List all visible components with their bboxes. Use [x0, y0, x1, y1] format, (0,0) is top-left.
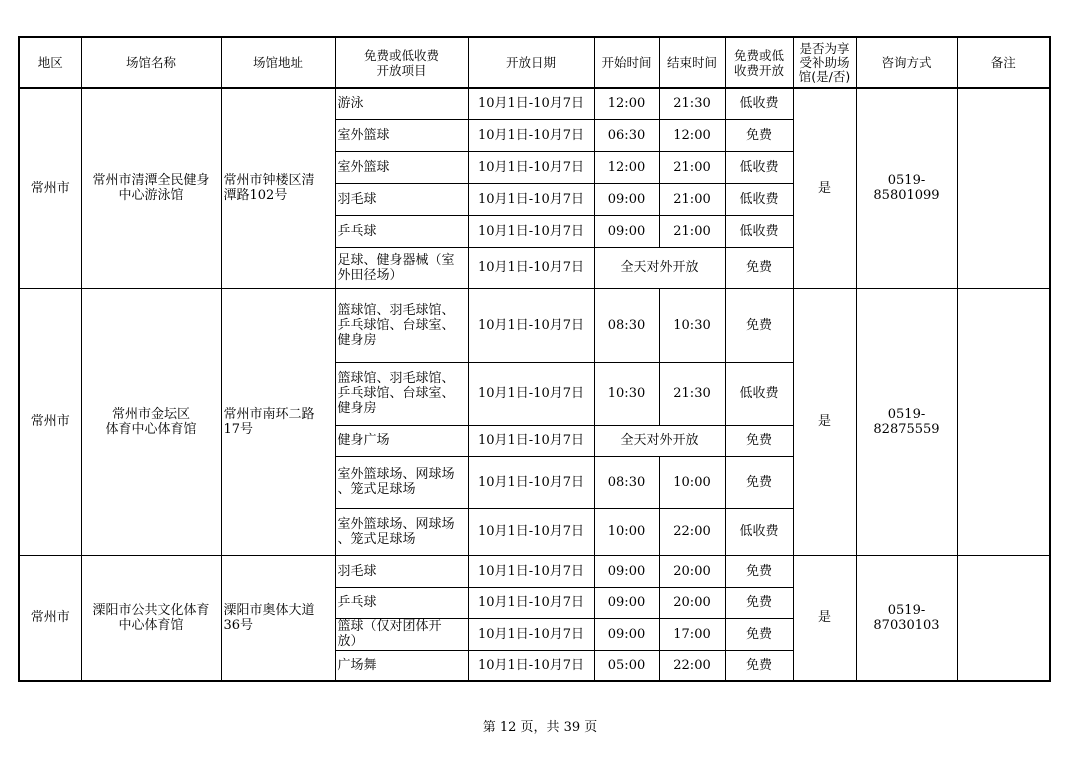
project-cell: 室外篮球场、网球场 、笼式足球场: [335, 508, 468, 555]
open-date-cell: 10月1日-10月7日: [468, 151, 594, 183]
table-row: [19, 555, 1050, 587]
venue-name-cell: 溧阳市公共文化体育 中心体育馆: [81, 555, 221, 681]
fee-type-cell: 低收费: [725, 508, 793, 555]
project-cell: 篮球馆、羽毛球馆、 乒乓球馆、台球室、 健身房: [335, 362, 468, 425]
header-contact: 咨询方式: [856, 37, 957, 88]
header-project: 免费或低收费 开放项目: [335, 37, 468, 88]
end-time-cell: 17:00: [659, 618, 725, 650]
header-open-date: 开放日期: [468, 37, 594, 88]
fee-type-cell: 免费: [725, 587, 793, 618]
all-day-cell: 全天对外开放: [594, 425, 725, 456]
subsidy-cell: 是: [793, 88, 856, 288]
start-time-cell: 10:30: [594, 362, 659, 425]
project-cell: 羽毛球: [335, 183, 468, 215]
open-date-cell: 10月1日-10月7日: [468, 587, 594, 618]
open-date-cell: 10月1日-10月7日: [468, 288, 594, 362]
project-cell: 篮球馆、羽毛球馆、 乒乓球馆、台球室、 健身房: [335, 288, 468, 362]
start-time-cell: 08:30: [594, 456, 659, 508]
header-start-time: 开始时间: [594, 37, 659, 88]
venue-schedule-table: [18, 36, 1051, 682]
fee-type-cell: 低收费: [725, 88, 793, 119]
end-time-cell: 20:00: [659, 587, 725, 618]
venue-name-cell: 常州市金坛区 体育中心体育馆: [81, 288, 221, 555]
region-cell: 常州市: [19, 88, 81, 288]
fee-type-cell: 免费: [725, 119, 793, 151]
project-cell: 乒乓球: [335, 215, 468, 247]
fee-type-cell: 免费: [725, 555, 793, 587]
project-cell: 羽毛球: [335, 555, 468, 587]
end-time-cell: 12:00: [659, 119, 725, 151]
start-time-cell: 06:30: [594, 119, 659, 151]
open-date-cell: 10月1日-10月7日: [468, 508, 594, 555]
end-time-cell: 22:00: [659, 650, 725, 681]
header-row: [19, 37, 1050, 88]
venue-name-cell: 常州市清潭全民健身 中心游泳馆: [81, 88, 221, 288]
start-time-cell: 05:00: [594, 650, 659, 681]
fee-type-cell: 免费: [725, 425, 793, 456]
contact-cell: 0519-82875559: [856, 288, 957, 555]
page-footer: 第 12 页，共 39 页: [482, 720, 598, 735]
project-cell: 健身广场: [335, 425, 468, 456]
start-time-cell: 12:00: [594, 151, 659, 183]
region-cell: 常州市: [19, 555, 81, 681]
open-date-cell: 10月1日-10月7日: [468, 456, 594, 508]
start-time-cell: 09:00: [594, 555, 659, 587]
contact-cell: 0519-87030103: [856, 555, 957, 681]
header-subsidy: 是否为享 受补助场 馆(是/否): [793, 37, 856, 88]
note-cell: [957, 88, 1050, 288]
contact-cell: 0519-85801099: [856, 88, 957, 288]
open-date-cell: 10月1日-10月7日: [468, 555, 594, 587]
fee-type-cell: 免费: [725, 288, 793, 362]
end-time-cell: 20:00: [659, 555, 725, 587]
project-cell: 足球、健身器械（室 外田径场）: [335, 247, 468, 288]
project-cell: 游泳: [335, 88, 468, 119]
project-cell: 篮球（仅对团体开 放）: [335, 618, 468, 650]
open-date-cell: 10月1日-10月7日: [468, 215, 594, 247]
region-cell: 常州市: [19, 288, 81, 555]
project-cell: 室外篮球: [335, 119, 468, 151]
end-time-cell: 21:00: [659, 151, 725, 183]
venue-address-cell: 常州市钟楼区清 潭路102号: [221, 88, 335, 288]
all-day-cell: 全天对外开放: [594, 247, 725, 288]
end-time-cell: 21:00: [659, 215, 725, 247]
fee-type-cell: 免费: [725, 618, 793, 650]
fee-type-cell: 低收费: [725, 362, 793, 425]
fee-type-cell: 免费: [725, 650, 793, 681]
start-time-cell: 08:30: [594, 288, 659, 362]
fee-type-cell: 低收费: [725, 183, 793, 215]
open-date-cell: 10月1日-10月7日: [468, 247, 594, 288]
open-date-cell: 10月1日-10月7日: [468, 425, 594, 456]
header-region: 地区: [19, 37, 81, 88]
end-time-cell: 21:30: [659, 362, 725, 425]
fee-type-cell: 低收费: [725, 215, 793, 247]
start-time-cell: 09:00: [594, 215, 659, 247]
end-time-cell: 21:30: [659, 88, 725, 119]
subsidy-cell: 是: [793, 555, 856, 681]
end-time-cell: 10:00: [659, 456, 725, 508]
project-cell: 乒乓球: [335, 587, 468, 618]
start-time-cell: 09:00: [594, 587, 659, 618]
project-cell: 广场舞: [335, 650, 468, 681]
venue-address-cell: 常州市南环二路 17号: [221, 288, 335, 555]
fee-type-cell: 低收费: [725, 151, 793, 183]
end-time-cell: 21:00: [659, 183, 725, 215]
fee-type-cell: 免费: [725, 247, 793, 288]
table-row: [19, 88, 1050, 119]
end-time-cell: 10:30: [659, 288, 725, 362]
header-venue-name: 场馆名称: [81, 37, 221, 88]
fee-type-cell: 免费: [725, 456, 793, 508]
header-venue-address: 场馆地址: [221, 37, 335, 88]
subsidy-cell: 是: [793, 288, 856, 555]
project-cell: 室外篮球: [335, 151, 468, 183]
table-row: [19, 288, 1050, 362]
open-date-cell: 10月1日-10月7日: [468, 119, 594, 151]
start-time-cell: 12:00: [594, 88, 659, 119]
end-time-cell: 22:00: [659, 508, 725, 555]
open-date-cell: 10月1日-10月7日: [468, 618, 594, 650]
note-cell: [957, 555, 1050, 681]
header-fee-type: 免费或低 收费开放: [725, 37, 793, 88]
header-end-time: 结束时间: [659, 37, 725, 88]
open-date-cell: 10月1日-10月7日: [468, 650, 594, 681]
note-cell: [957, 288, 1050, 555]
header-note: 备注: [957, 37, 1050, 88]
start-time-cell: 09:00: [594, 618, 659, 650]
start-time-cell: 10:00: [594, 508, 659, 555]
open-date-cell: 10月1日-10月7日: [468, 183, 594, 215]
venue-address-cell: 溧阳市奥体大道 36号: [221, 555, 335, 681]
start-time-cell: 09:00: [594, 183, 659, 215]
project-cell: 室外篮球场、网球场 、笼式足球场: [335, 456, 468, 508]
open-date-cell: 10月1日-10月7日: [468, 362, 594, 425]
open-date-cell: 10月1日-10月7日: [468, 88, 594, 119]
